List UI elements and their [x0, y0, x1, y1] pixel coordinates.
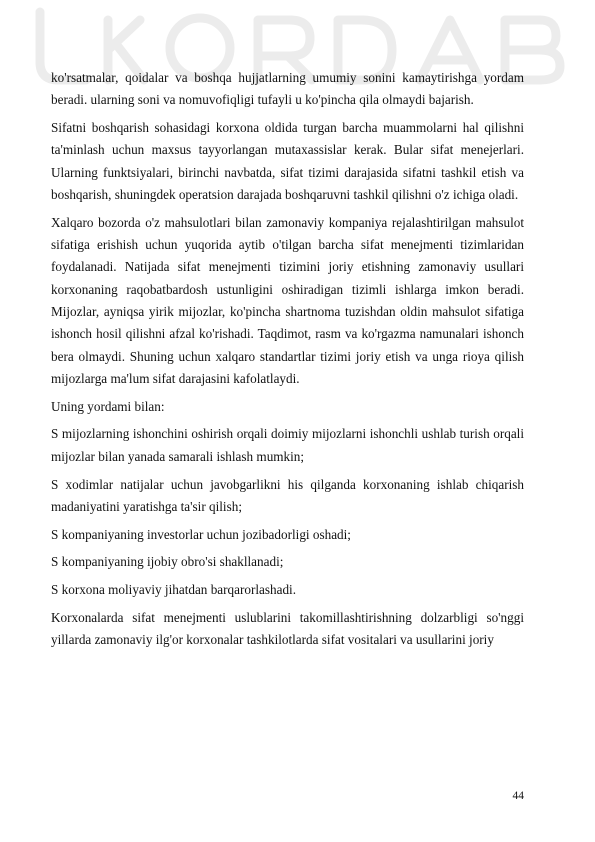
- list-item-investor-appeal: S kompaniyaning investorlar uchun jozibadorligi oshadi;: [51, 526, 351, 542]
- list-item-reputation: S kompaniyaning ijobiy obro'si shakllanadi;: [51, 554, 284, 570]
- paragraph-intro-continuation: ko'rsatmalar, qoidalar va boshqa hujjatlarning umumiy sonini kamaytirishga yordam beradi. ularning soni va nomuvofiqligi tufayli u ko'pincha qila olmaydi bajarish.: [51, 70, 524, 108]
- paragraph-list-intro: Uning yordami bilan:: [51, 398, 165, 414]
- list-item-production-culture: S xodimlar natijalar uchun javobgarlikni his qilganda korxonaning ishlab chiqarish madaniyatini yaratishga ta'sir qilish;: [51, 476, 524, 514]
- page-number: 44: [512, 790, 524, 802]
- document-body: [51, 67, 524, 657]
- list-item-financial-stability: S korxona moliyaviy jihatdan barqarorlashadi.: [51, 582, 297, 598]
- paragraph-relevance: Korxonalarda sifat menejmenti uslublarini takomillashtirishning dolzarbligi so'nggi yillarda zamonaviy ilg'or korxonalar tashkilotlarda sifat vositalari va usullarini joriy: [51, 610, 524, 648]
- list-item-customer-trust: S mijozlarning ishonchini oshirish orqali doimiy mijozlarni ishonchli ushlab turish orqali mijozlar bilan yanada samarali ishlash mumkin;: [51, 426, 524, 464]
- paragraph-international-market: Xalqaro bozorda o'z mahsulotlari bilan zamonaviy kompaniya rejalashtirilgan mahsulot sifatiga erishish uchun yuqorida aytib o'tilgan barcha sifat menejmenti tizimlaridan foydalanadi. Natijada sifat menejmenti tizimini joriy etishning zamonaviy usullari korxonaning raqobatbardosh ustunligini oshiradigan tizimli ishlarga imkon beradi. Mijozlar, ayniqsa yirik mijozlar, ko'pincha shartnoma tuzishdan oldin mahsulot sifatiga ishonch hosil qilishni afzal ko'rishadi. Taqdimot, rasm va ko'rgazma namunalari ishonch bera olmaydi. Shuning uchun xalqaro standartlar tizimi joriy etish va unga rioya qilish mijozlarga ma'lum sifat darajasini kafolatlaydi.: [51, 214, 524, 386]
- paragraph-quality-managers: Sifatni boshqarish sohasidagi korxona oldida turgan barcha muammolarni hal qilishni ta'minlash uchun maxsus tayyorlangan mutaxassislar kerak. Bular sifat menejerlari. Ularning funktsiyalari, birinchi navbatda, sifat tizimi darajasida sifatni tashkil etish va boshqarish, shuningdek operatsion darajada boshqaruvni tashkil qilishni o'z ichiga oladi.: [51, 120, 524, 202]
